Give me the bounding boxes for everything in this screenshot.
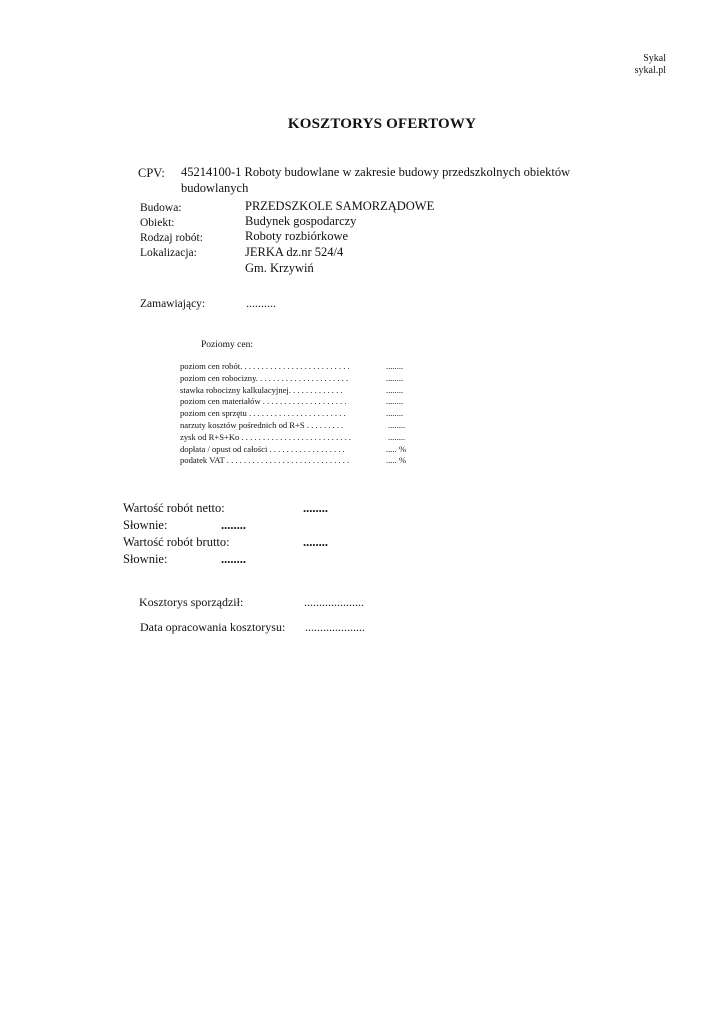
price-row-value: ........: [386, 361, 404, 371]
budowa-value: PRZEDSZKOLE SAMORZĄDOWE: [245, 199, 435, 213]
price-row: [180, 432, 420, 444]
price-row: [180, 420, 420, 432]
price-row: [180, 373, 420, 385]
summary-row-words-gross: [123, 551, 423, 568]
cpv-label: CPV:: [138, 166, 165, 180]
gross-in-words-value: ........: [221, 552, 246, 566]
zamawiajacy-label: Zamawiający:: [140, 298, 206, 310]
zamawiajacy-value: ..........: [246, 296, 276, 310]
price-row-label: stawka robocizny kalkulacyjnej. . . . . . . . . . . . .: [180, 384, 343, 395]
price-row-value: ........: [386, 396, 404, 407]
price-row: [180, 361, 420, 373]
cpv-text: 45214100-1 Roboty budowlane w zakresie budowy przedszkolnych obiektów budowlanych: [181, 165, 571, 195]
price-row-label: zysk od R+S+Ko . . . . . . . . . . . . . . . . . . . . . . . . . .: [180, 431, 352, 442]
price-row-label: poziom cen robocizny. . . . . . . . . . . . . . . . . . . . . .: [180, 372, 349, 383]
price-row-label: poziom cen materiałów . . . . . . . . . . . . . . . . . . . .: [180, 396, 347, 407]
rodzaj-robot-label: Rodzaj robót:: [140, 232, 203, 244]
budowa-label: Budowa:: [140, 202, 182, 214]
price-row: [180, 385, 420, 397]
obiekt-label: Obiekt:: [140, 217, 175, 229]
rodzaj-robot-value: Roboty rozbiórkowe: [245, 229, 349, 243]
document-title: KOSZTORYS OFERTOWY: [287, 116, 477, 132]
gross-value: ........: [303, 535, 328, 549]
in-words-label: Słownie:: [123, 552, 168, 566]
header-company: Sykal: [643, 53, 666, 64]
price-row-value: ........: [388, 431, 406, 442]
price-row: [180, 408, 420, 420]
net-in-words-value: ........: [221, 518, 246, 532]
price-levels-list: [180, 361, 420, 467]
price-row-label: dopłata / opust od całości . . . . . . . . . . . . . . . . . .: [180, 443, 345, 454]
price-row-value: ..... %: [386, 443, 407, 454]
summary-section: [123, 500, 423, 568]
price-row: [180, 396, 420, 408]
price-levels-title: Poziomy cen:: [201, 340, 253, 350]
price-row-label: poziom cen robót. . . . . . . . . . . . . . . . . . . . . . . . . .: [180, 361, 350, 371]
price-row-label: narzuty kosztów pośrednich od R+S . . . . . . . . .: [180, 419, 344, 430]
summary-row-net: [123, 500, 423, 517]
summary-row-words-net: [123, 517, 423, 534]
price-row-label: podatek VAT . . . . . . . . . . . . . . . . . . . . . . . . . . . . .: [180, 455, 350, 466]
price-row-label: poziom cen sprzętu . . . . . . . . . . . . . . . . . . . . . . .: [180, 408, 346, 419]
lokalizacja-label: Lokalizacja:: [140, 247, 197, 259]
preparation-date-label: Data opracowania kosztorysu:: [140, 620, 286, 634]
price-row: [180, 444, 420, 456]
obiekt-value: Budynek gospodarczy: [245, 214, 357, 228]
in-words-label: Słownie:: [123, 518, 168, 532]
price-row-value: ........: [386, 372, 404, 383]
price-row-value: ........: [386, 384, 404, 395]
header-website: sykal.pl: [634, 65, 666, 76]
net-value-label: Wartość robót netto:: [123, 501, 225, 515]
prepared-by-label: Kosztorys sporządził:: [139, 595, 244, 609]
price-row-value: ........: [388, 419, 406, 430]
lokalizacja-value-line2: Gm. Krzywiń: [245, 261, 314, 275]
gross-value-label: Wartość robót brutto:: [123, 535, 230, 549]
lokalizacja-value: JERKA dz.nr 524/4: [245, 245, 344, 259]
preparation-date-value: ....................: [305, 620, 365, 634]
summary-row-gross: [123, 534, 423, 551]
price-row-value: ..... %: [386, 455, 407, 466]
net-value: ........: [303, 501, 328, 515]
price-row-value: ........: [386, 408, 404, 419]
price-row: [180, 455, 420, 467]
prepared-by-value: ....................: [304, 595, 364, 609]
